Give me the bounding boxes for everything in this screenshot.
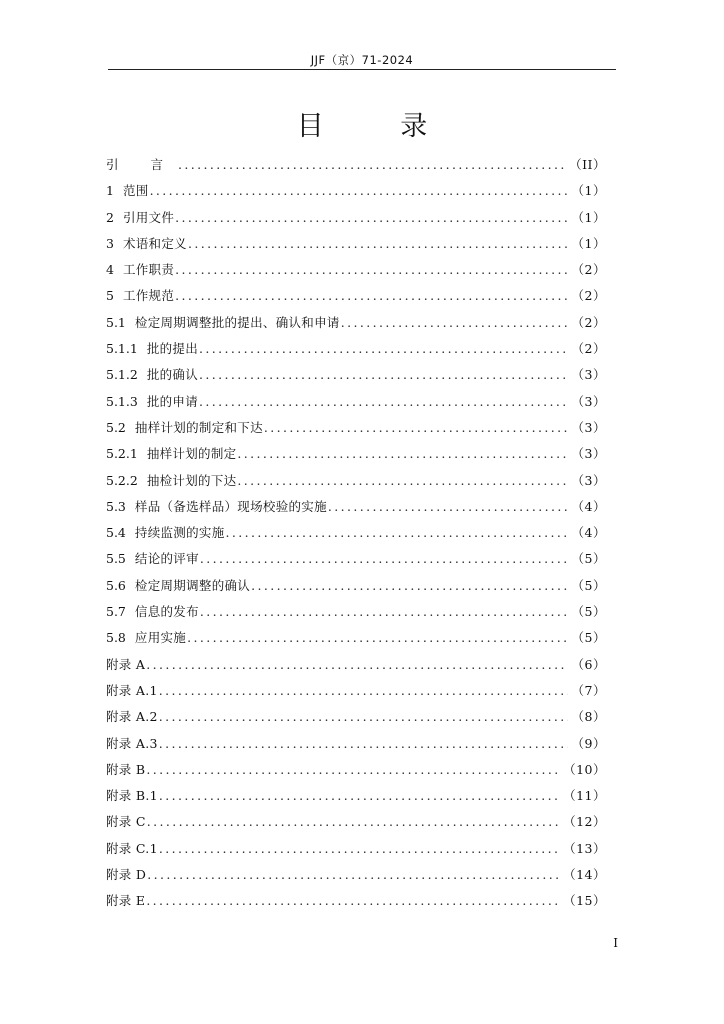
toc-entry-page: （2） (571, 288, 606, 304)
toc-entry[interactable] (106, 392, 606, 418)
toc-dot-leader (159, 841, 559, 856)
toc-entry-number: 5.2.1 (106, 446, 138, 462)
toc-entry-number: 4 (106, 262, 114, 278)
toc-entry-number: 1 (106, 183, 114, 199)
toc-entry-title: 附录 A (106, 656, 146, 672)
toc-entry-title: 引 言 (106, 157, 177, 172)
toc-dot-leader (188, 236, 568, 251)
toc-entry[interactable] (106, 707, 606, 733)
table-of-contents (106, 155, 606, 918)
toc-dot-leader (226, 525, 568, 540)
toc-entry-page: （4） (571, 498, 606, 514)
toc-entry-page: （1） (571, 183, 606, 199)
toc-entry-title: 抽样计划的制定 (146, 446, 237, 462)
toc-entry-number: 5.6 (106, 577, 126, 593)
toc-entry-page: （3） (571, 472, 606, 488)
toc-entry[interactable] (106, 576, 606, 602)
toc-dot-leader (159, 709, 568, 724)
toc-entry-title: 术语和定义 (122, 235, 187, 251)
toc-entry-page: （5） (571, 604, 606, 620)
toc-entry-page: （3） (571, 419, 606, 435)
toc-entry[interactable] (106, 286, 606, 312)
toc-entry-page: （11） (563, 788, 606, 804)
toc-entry-number: 5.7 (106, 604, 126, 620)
toc-entry[interactable] (106, 865, 606, 891)
toc-entry[interactable] (106, 339, 606, 365)
toc-dot-leader (150, 183, 568, 198)
toc-dot-leader (147, 814, 559, 829)
toc-entry-page: （II） (569, 157, 606, 172)
toc-entry-title: 批的确认 (146, 367, 199, 383)
toc-entry[interactable] (106, 734, 606, 760)
toc-dot-leader (200, 551, 568, 566)
toc-entry-number: 5.1 (106, 314, 126, 330)
toc-entry[interactable] (106, 418, 606, 444)
toc-entry[interactable] (106, 208, 606, 234)
toc-entry-number: 3 (106, 235, 114, 251)
toc-entry-title: 批的申请 (146, 393, 199, 409)
toc-entry-page: （7） (571, 682, 606, 698)
toc-entry[interactable] (106, 839, 606, 865)
toc-entry[interactable] (106, 655, 606, 681)
toc-entry-number: 5.3 (106, 498, 126, 514)
toc-entry-number: 5.2 (106, 419, 126, 435)
toc-entry-page: （1） (571, 235, 606, 251)
toc-dot-leader (175, 210, 567, 225)
toc-entry[interactable] (106, 628, 606, 654)
toc-entry-title: 范围 (122, 183, 149, 199)
toc-entry-number: 5.8 (106, 630, 126, 646)
toc-entry[interactable] (106, 681, 606, 707)
toc-entry-page: （14） (563, 867, 606, 883)
toc-entry-number: 5.1.3 (106, 393, 138, 409)
toc-dot-leader (199, 341, 568, 356)
toc-entry-title: 附录 B.1 (106, 788, 158, 804)
toc-entry[interactable] (106, 497, 606, 523)
toc-dot-leader (251, 578, 567, 593)
toc-entry-title: 结论的评审 (134, 551, 199, 567)
toc-dot-leader (237, 473, 567, 488)
toc-entry-number: 5.1.1 (106, 341, 138, 357)
toc-entry-page: （4） (571, 525, 606, 541)
toc-entry-title: 附录 A.1 (106, 682, 158, 698)
toc-entry-page: （5） (571, 551, 606, 567)
toc-dot-leader (187, 630, 567, 645)
toc-entry-title: 附录 A.3 (106, 735, 158, 751)
toc-entry-page: （2） (571, 314, 606, 330)
toc-dot-leader (199, 367, 568, 382)
toc-entry-page: （5） (571, 630, 606, 646)
toc-entry-title: 抽检计划的下达 (146, 472, 237, 488)
toc-entry-page: （5） (571, 577, 606, 593)
toc-entry-title: 批的提出 (146, 341, 199, 357)
toc-entry-page: （8） (571, 709, 606, 725)
toc-entry-page: （15） (563, 893, 606, 909)
toc-entry-page: （1） (571, 209, 606, 225)
page-number: I (613, 936, 618, 950)
toc-entry-page: （12） (563, 814, 606, 830)
toc-entry-title: 检定周期调整批的提出、确认和申请 (134, 314, 340, 330)
toc-entry-page: （3） (571, 446, 606, 462)
toc-entry-number: 5.5 (106, 551, 126, 567)
toc-dot-leader (328, 499, 568, 514)
toc-entry-title: 附录 E (106, 893, 146, 909)
toc-entry[interactable] (106, 234, 606, 260)
toc-dot-leader (147, 867, 559, 882)
toc-entry-number: 5.1.2 (106, 367, 138, 383)
toc-dot-leader (146, 657, 567, 672)
toc-entry[interactable] (106, 260, 606, 286)
toc-entry-number: 5 (106, 288, 114, 304)
toc-entry-number: 2 (106, 209, 114, 225)
toc-entry-page: （2） (571, 262, 606, 278)
toc-entry-title: 附录 B (106, 761, 146, 777)
toc-entry-title: 信息的发布 (134, 604, 199, 620)
toc-entry-title: 引用文件 (122, 209, 175, 225)
toc-entry[interactable] (106, 786, 606, 812)
toc-dot-leader (159, 683, 568, 698)
toc-entry-title: 持续监测的实施 (134, 525, 225, 541)
page-title: 目 录 (296, 111, 462, 142)
toc-entry-page: （3） (571, 367, 606, 383)
toc-dot-leader (199, 394, 568, 409)
toc-entry[interactable] (106, 155, 606, 181)
toc-entry[interactable] (106, 812, 606, 838)
toc-entry[interactable] (106, 365, 606, 391)
toc-entry-page: （9） (571, 735, 606, 751)
toc-entry-title: 附录 C.1 (106, 840, 158, 856)
toc-entry-title: 附录 A.2 (106, 709, 158, 725)
toc-entry-title: 工作规范 (122, 288, 175, 304)
toc-dot-leader (178, 157, 565, 172)
toc-entry[interactable] (106, 549, 606, 575)
toc-entry[interactable] (106, 523, 606, 549)
toc-entry-title: 抽样计划的制定和下达 (134, 419, 263, 435)
toc-entry-page: （13） (563, 840, 606, 856)
toc-entry-title: 应用实施 (134, 630, 187, 646)
toc-dot-leader (146, 893, 559, 908)
toc-dot-leader (341, 315, 568, 330)
toc-entry-title: 样品（备选样品）现场校验的实施 (134, 498, 327, 514)
toc-entry[interactable] (106, 444, 606, 470)
toc-entry[interactable] (106, 181, 606, 207)
toc-entry-title: 附录 C (106, 814, 146, 830)
toc-entry[interactable] (106, 760, 606, 786)
toc-dot-leader (159, 736, 568, 751)
toc-dot-leader (200, 604, 568, 619)
toc-dot-leader (264, 420, 568, 435)
toc-dot-leader (237, 446, 567, 461)
toc-dot-leader (175, 288, 567, 303)
toc-entry-page: （6） (571, 656, 606, 672)
toc-entry-title: 工作职责 (122, 262, 175, 278)
toc-entry[interactable] (106, 313, 606, 339)
toc-entry-title: 附录 D (106, 867, 147, 883)
toc-dot-leader (146, 762, 559, 777)
toc-entry[interactable] (106, 602, 606, 628)
toc-entry-page: （10） (563, 761, 606, 777)
toc-dot-leader (175, 262, 567, 277)
document-code: JJF（京）71-2024 (310, 53, 414, 67)
toc-entry[interactable] (106, 471, 606, 497)
toc-entry-title: 检定周期调整的确认 (134, 577, 251, 593)
toc-entry-number: 5.2.2 (106, 472, 138, 488)
toc-entry-page: （2） (571, 341, 606, 357)
header-divider (108, 69, 616, 70)
toc-entry-number: 5.4 (106, 525, 126, 541)
toc-dot-leader (159, 788, 559, 803)
toc-entry[interactable] (106, 891, 606, 917)
toc-entry-page: （3） (571, 393, 606, 409)
